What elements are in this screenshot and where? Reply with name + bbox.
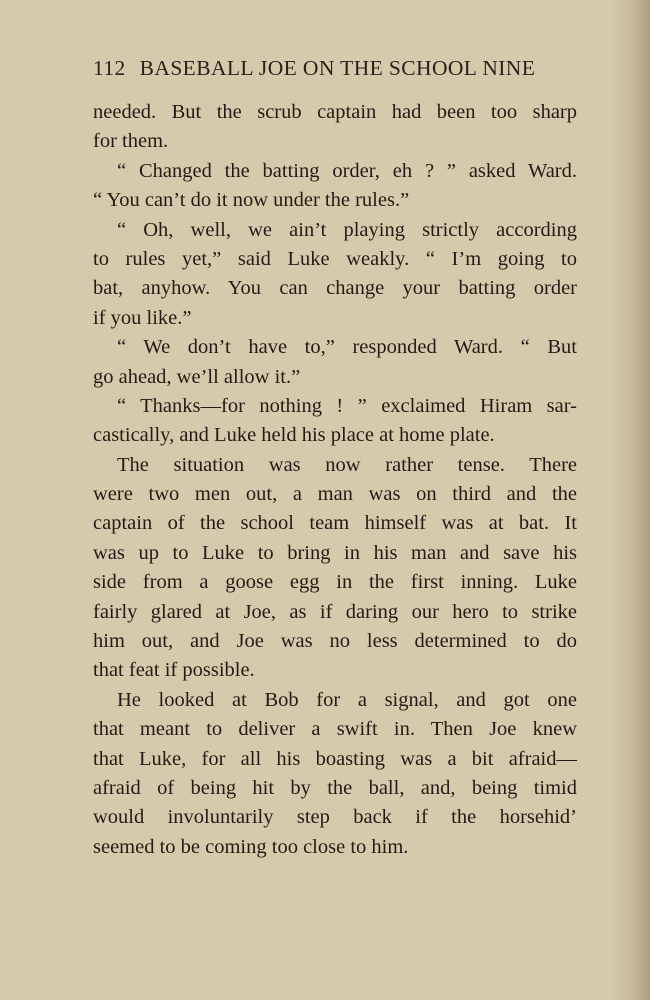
text-line: go ahead, we’ll allow it.” [93,365,301,388]
text-line: “ Oh, well, we ain’t playing strictly according [117,218,577,241]
text-line: that meant to deliver a swift in. Then Joe knew [93,718,577,741]
text-line: “ Thanks—for nothing ! ” exclaimed Hiram sar- [117,394,577,417]
text-line: to rules yet,” said Luke weakly. “ I’m going to [93,247,577,270]
text-line: bat, anyhow. You can change your batting order [93,277,577,300]
paragraph [93,333,577,392]
text-line: He looked at Bob for a signal, and got one [117,688,577,711]
text-line: “ Changed the batting order, eh ? ” asked Ward. [117,159,577,182]
text-line: captain of the school team himself was at bat. It [93,512,577,535]
text-line: “ You can’t do it now under the rules.” [93,189,410,212]
running-header [93,56,577,81]
body-text [93,98,577,862]
text-line: were two men out, a man was on third and the [93,483,577,506]
text-line: that feat if possible. [93,659,255,682]
running-title: BASEBALL JOE ON THE SCHOOL NINE [139,56,536,80]
paragraph [93,686,577,862]
paragraph [93,98,577,157]
text-line: for them. [93,130,169,153]
text-line: was up to Luke to bring in his man and save his [93,541,577,564]
text-line: “ We don’t have to,” responded Ward. “ But [117,336,577,359]
text-line: would involuntarily step back if the horsehid’ [93,806,577,829]
text-line: if you like.” [93,306,192,329]
paragraph [93,216,577,334]
text-line: him out, and Joe was no less determined to do [93,630,577,653]
text-line: side from a goose egg in the first inning. Luke [93,571,577,594]
text-line: afraid of being hit by the ball, and, being timid [93,776,577,799]
text-line: castically, and Luke held his place at home plate. [93,424,495,447]
paragraph [93,451,577,686]
text-line: that Luke, for all his boasting was a bit afraid— [93,747,577,770]
page-edge-shadow [610,0,650,1000]
text-line: The situation was now rather tense. There [117,453,577,476]
text-line: needed. But the scrub captain had been too sharp [93,101,577,123]
paragraph [93,392,577,451]
page-number: 112 [93,56,126,80]
text-line: fairly glared at Joe, as if daring our hero to strike [93,600,577,623]
text-line: seemed to be coming too close to him. [93,835,409,858]
paragraph [93,157,577,216]
